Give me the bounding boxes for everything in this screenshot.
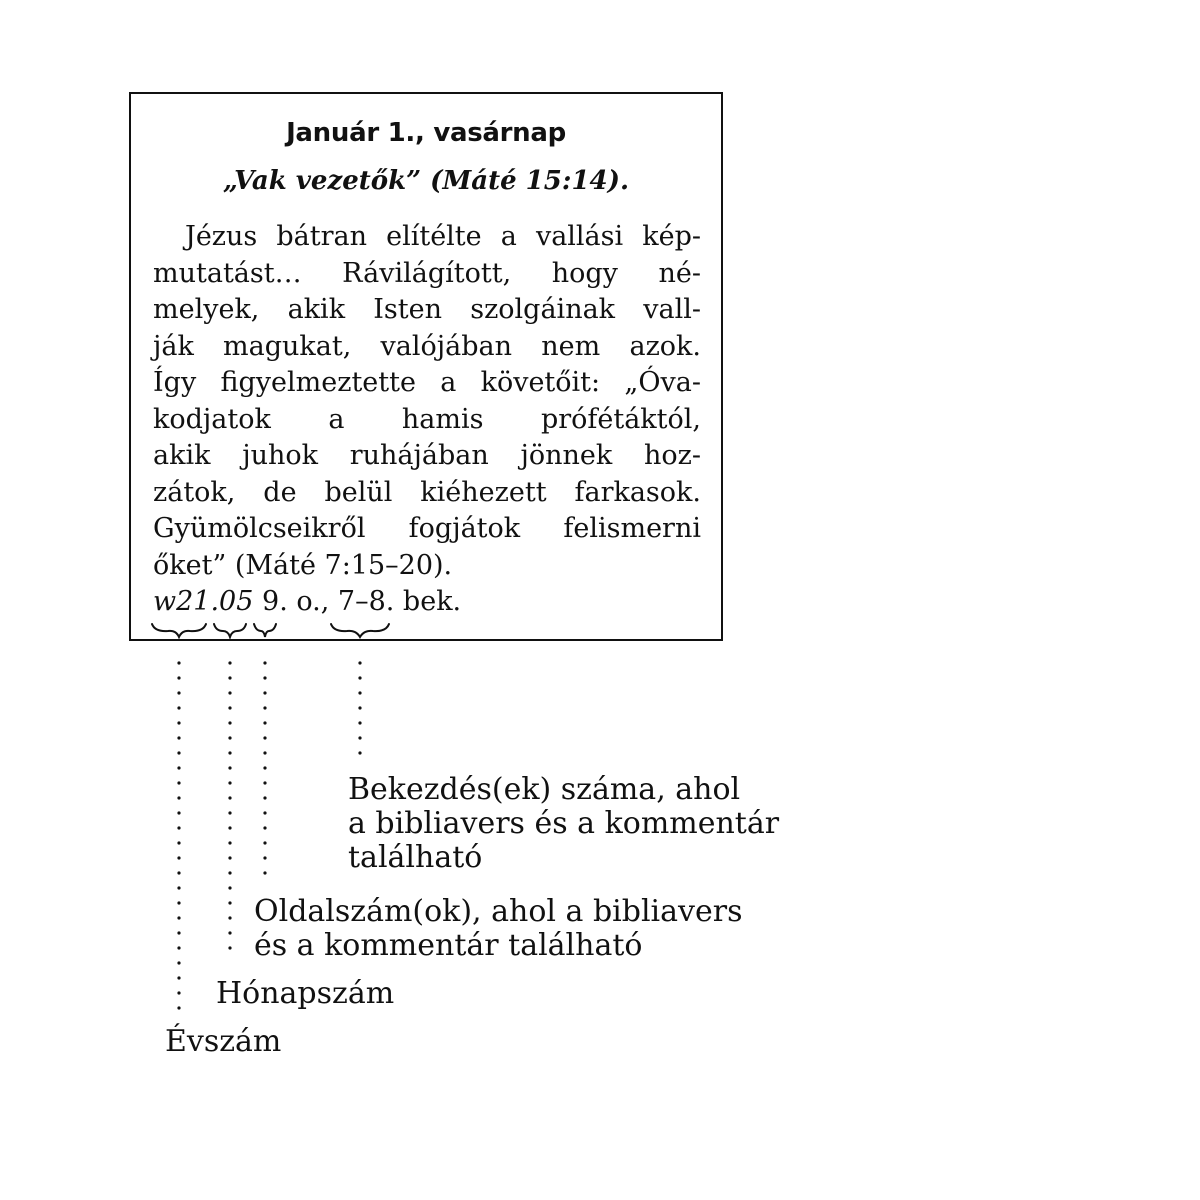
reference-year: w21 — [153, 586, 211, 617]
reference-month: .05 — [210, 586, 254, 617]
paragraph-line: ják magukat, valójában nem azok. — [153, 330, 701, 362]
month-label: Hónapszám — [216, 976, 395, 1011]
paragraph-line: Jézus bátran elítélte a vallási kép- — [185, 221, 701, 252]
paragraphs-label-line: Bekezdés(ek) száma, ahol — [348, 772, 741, 807]
year-label: Évszám — [165, 1024, 282, 1059]
paragraph-line: Gyümölcseikről fogjátok felismerni — [153, 513, 701, 544]
paragraph-line: akik juhok ruhájában jönnek hoz- — [153, 440, 701, 471]
paragraphs-label-line: a bibliavers és a kommentár — [348, 806, 780, 841]
scripture-quote: „Vak vezetők” (Máté 15:14). — [222, 166, 629, 196]
paragraph-line: melyek, akik Isten szolgáinak vall- — [153, 294, 701, 325]
page-brace — [254, 624, 276, 637]
reference-paragraphs: 7–8. bek. — [337, 586, 462, 617]
reference-page: 9. o., — [262, 586, 330, 617]
paragraph-line: Így figyelmeztette a követőit: „Óva- — [153, 367, 701, 398]
page-label-line: és a kommentár található — [254, 928, 643, 963]
paragraph-line: kodjatok a hamis prófétáktól, — [153, 403, 701, 435]
paragraph-line: zátok, de belül kiéhezett farkasok. — [153, 476, 701, 508]
paragraphs-label — [348, 773, 779, 875]
paragraphs-label-line: található — [348, 840, 483, 875]
page-label-line: Oldalszám(ok), ahol a bibliavers — [254, 894, 743, 929]
year-brace — [152, 624, 206, 637]
date-heading: Január 1., vasárnap — [286, 118, 566, 148]
month-brace — [214, 624, 246, 637]
paragraph-line: mutatást… Rávilágított, hogy né- — [153, 257, 701, 289]
page-label — [254, 895, 742, 963]
paragraph-line: őket” (Máté 7:15–20). — [153, 549, 453, 581]
paragraphs-brace — [331, 624, 389, 637]
